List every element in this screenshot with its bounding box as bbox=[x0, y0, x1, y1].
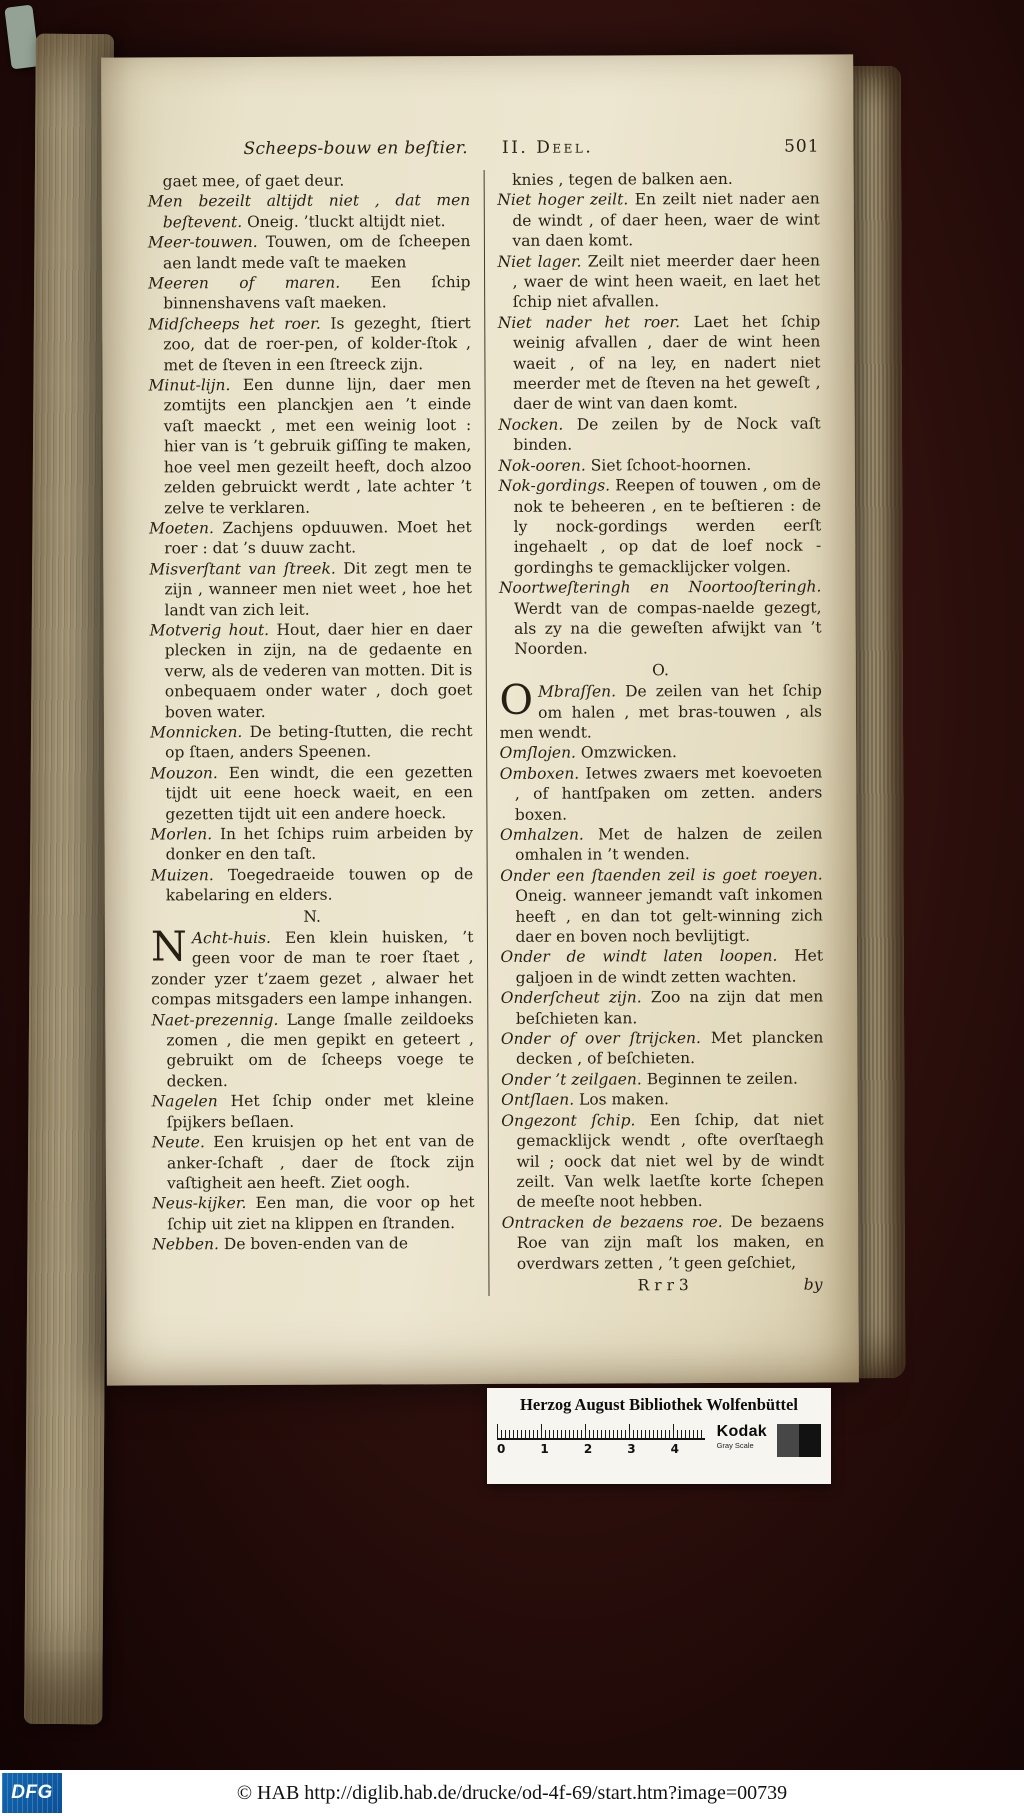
entry-headword: Nok-gordings. bbox=[498, 476, 616, 496]
text-column-right bbox=[483, 169, 824, 1297]
dictionary-entry bbox=[501, 1109, 824, 1212]
entry-headword: Nagelen bbox=[151, 1092, 231, 1111]
entry-headword: Neute. bbox=[151, 1133, 214, 1152]
entry-headword: Neus-kijker. bbox=[152, 1194, 256, 1213]
ruler-number: 2 bbox=[583, 1442, 593, 1456]
ruler-numbers bbox=[497, 1442, 679, 1456]
entry-text: Oneig. ’tluckt altijdt niet. bbox=[247, 211, 446, 231]
catchword: by bbox=[803, 1275, 823, 1294]
dictionary-entry bbox=[150, 619, 473, 722]
entry-text: Een dunne lijn, daer men zomtijts een planckjen aen ’t einde vaſt maeckt , met een weinig loot : hier van is ’t gebruik giſſing te maken, hoe veel men gezeilt heeft, doch alzoo zelden gebruickt werdt , late achter ’t zelve te verklaren. bbox=[163, 375, 472, 517]
dictionary-entry bbox=[499, 577, 822, 660]
entry-headword: Naet-prezennig. bbox=[151, 1010, 287, 1030]
drop-cap: N bbox=[150, 922, 187, 971]
entry-headword: Nok-ooren. bbox=[498, 456, 591, 475]
entry-headword: Onder ’t zeilgaen. bbox=[501, 1070, 647, 1089]
dictionary-entry bbox=[148, 190, 471, 232]
dictionary-entry bbox=[148, 374, 471, 518]
dictionary-entry bbox=[150, 823, 473, 865]
dictionary-entry bbox=[148, 313, 471, 376]
entry-headword: Monnicken. bbox=[150, 722, 250, 742]
entry-text: knies , tegen de balken aen. bbox=[512, 169, 733, 189]
copyright-line: © HAB http://diglib.hab.de/drucke/od-4f-69/start.htm?image=00739 bbox=[236, 1781, 788, 1804]
section-letter: O. bbox=[652, 660, 669, 679]
entry-headword: Midſcheeps het roer. bbox=[148, 314, 331, 334]
entry-headword: Nebben. bbox=[152, 1235, 224, 1254]
entry-text: Een man, die voor op het ſchip uit ziet na klippen en ſtranden. bbox=[167, 1193, 475, 1234]
entry-text: De zeilen by de Nock vaſt binden. bbox=[513, 414, 821, 455]
dictionary-entry bbox=[150, 721, 473, 763]
entry-headword: Muizen. bbox=[150, 865, 228, 885]
dfg-logo-text: DFG bbox=[11, 1782, 53, 1803]
dictionary-entry bbox=[501, 987, 824, 1029]
gray-patch-dark bbox=[777, 1424, 799, 1457]
dictionary-entry bbox=[497, 189, 820, 252]
running-title: Scheeps-bouw en beſtier. bbox=[243, 138, 469, 160]
dictionary-entry bbox=[152, 1192, 475, 1234]
entry-headword: Mbraſſen. bbox=[537, 682, 626, 701]
entry-text: Los maken. bbox=[578, 1090, 669, 1109]
entry-text: Siet ſchoot-hoornen. bbox=[590, 455, 752, 475]
ruler-wrap bbox=[497, 1424, 705, 1456]
entry-text: De boven-enden van de bbox=[223, 1234, 409, 1254]
entry-text: Beginnen te zeilen. bbox=[646, 1069, 798, 1089]
entry-text: Reepen of touwen , om de nok te beheeren , en te beſtieren : de ly nock-gordings werden eerſt ingehaelt , op dat de loef nock - gordinghs te gemacklijcker volgen. bbox=[513, 475, 822, 577]
entry-headword: Onder de windt laten loopen. bbox=[500, 947, 795, 967]
dictionary-entry bbox=[152, 1090, 475, 1132]
entry-headword: Onder of over ſtrijcken. bbox=[500, 1029, 711, 1048]
drop-cap: O bbox=[499, 675, 534, 725]
signature-line bbox=[502, 1274, 825, 1296]
book-fore-edge-right bbox=[851, 66, 906, 1378]
entry-headword: Ontracken de bezaens roe. bbox=[501, 1212, 731, 1232]
entry-text: Een kruisjen op het ent van de anker-ſchaft , daer de ſtock zijn vaſtigheit aen heeft. Ziet oogh. bbox=[166, 1132, 475, 1193]
entry-text: Het galjoen in de windt zetten wachten. bbox=[515, 946, 824, 987]
dictionary-entry bbox=[499, 675, 823, 744]
entry-text: Omzwicken. bbox=[580, 743, 677, 762]
part-title: II. Deel. bbox=[501, 137, 594, 158]
entry-continuation bbox=[497, 169, 820, 191]
entry-text: Oneig. wanneer jemandt vaſt inkomen heeft , en dan tot gelt-winning zich daer en boven noch bevlijtigt. bbox=[515, 885, 823, 946]
entry-headword: Meeren of maren. bbox=[148, 273, 371, 293]
entry-continuation bbox=[148, 170, 471, 192]
dictionary-entry bbox=[498, 413, 821, 455]
entry-text: Een ſchip, dat niet gemacklijck wendt , ofte overſtaegh wil ; oock dat niet wel by de windt zeilt. Van welk laetſte korte ſchepen de meeſte noot hebben. bbox=[516, 1110, 825, 1212]
dictionary-entry bbox=[152, 1131, 475, 1194]
library-name: Herzog August Bibliothek Wolfenbüttel bbox=[520, 1395, 798, 1414]
entry-headword: Ongezont ſchip. bbox=[501, 1110, 650, 1130]
dictionary-entry bbox=[501, 1068, 824, 1090]
entry-headword: Meer-touwen. bbox=[147, 233, 266, 252]
entry-headword: Minut-lijn. bbox=[148, 376, 243, 395]
dictionary-entry bbox=[152, 1233, 475, 1255]
dictionary-entry bbox=[150, 922, 474, 1010]
entry-text: En zeilt niet nader aen de windt , of daer heen, waer de wint van daen komt. bbox=[512, 189, 820, 251]
gray-scale-label: Gray Scale bbox=[716, 1441, 754, 1450]
entry-text: Touwen, om de ſcheepen aen landt mede vaſt te maeken bbox=[162, 232, 471, 273]
entry-text: In het ſchips ruim arbeiden by donker en den taſt. bbox=[165, 824, 474, 864]
page-number: 501 bbox=[784, 136, 820, 157]
entry-headword: Niet lager. bbox=[497, 252, 588, 271]
entry-headword: Niet hoger zeilt. bbox=[497, 190, 635, 210]
entry-text: Een klein huisken, ’t geen voor de man te roer ſtaet , zonder yzer t’zaem gezet , alwaer het compas mitsgaders een lampe inhangen. bbox=[151, 928, 474, 1009]
entry-headword: Moeten. bbox=[149, 519, 223, 538]
kodak-block bbox=[717, 1424, 767, 1450]
dictionary-entry bbox=[498, 454, 821, 476]
entry-headword: Mouzon. bbox=[150, 763, 229, 783]
entry-headword: Acht-huis. bbox=[191, 928, 286, 948]
color-reference-card bbox=[487, 1388, 831, 1484]
entry-text: Met de halzen de zeilen omhalen in ’t wenden. bbox=[515, 824, 823, 865]
dictionary-entry bbox=[497, 250, 820, 313]
entry-text: De beting-ſtutten, die recht op ſtaen, anders Speenen. bbox=[165, 722, 473, 762]
entry-text: gaet mee, of gaet deur. bbox=[162, 171, 345, 191]
entry-text: Lange ſmalle zeildoeks zomen , die men gepikt en geteert , gebruikt om de ſcheeps voege te decken. bbox=[166, 1009, 475, 1091]
dictionary-entry bbox=[151, 864, 474, 906]
kodak-ruler-ticks bbox=[497, 1424, 705, 1440]
entry-headword: Morlen. bbox=[150, 825, 220, 844]
entry-text: Werdt van de compas-naelde gezegt, als zy na die geweſten afwijkt van ’t Noorden. bbox=[513, 598, 822, 659]
dictionary-entry bbox=[151, 1009, 474, 1092]
entry-text: Is gezeght, ſtiert zoo, dat de roer-pen, of kolder-ſtok , met de ſteven in een ſtreeck zijn. bbox=[163, 313, 471, 375]
entry-headword: Omboxen. bbox=[499, 764, 586, 783]
section-letter: N. bbox=[303, 907, 321, 926]
dictionary-entry bbox=[149, 558, 472, 621]
dictionary-entry bbox=[500, 762, 823, 825]
ruler-number: 3 bbox=[627, 1442, 636, 1456]
entry-headword: Misverſtant van ſtreek. bbox=[149, 559, 344, 579]
entry-text: Hout, daer hier en daer plecken in zijn, na de gedaente en verw, als de vederen van motten. Dit is onbequaem onder water , doch goet boven water. bbox=[164, 619, 473, 721]
text-column-left bbox=[148, 170, 488, 1298]
ruler-number: 1 bbox=[540, 1442, 549, 1456]
dictionary-entry bbox=[501, 1089, 824, 1111]
dictionary-entry bbox=[502, 1211, 825, 1274]
dictionary-entry bbox=[498, 311, 821, 414]
dictionary-entry bbox=[501, 1028, 824, 1070]
entry-text: Zeilt niet meerder daer heen , waer de wint heen waeit, en laet het ſchip niet afvallen. bbox=[512, 251, 821, 312]
signature-mark: R r r 3 bbox=[637, 1276, 689, 1295]
entry-headword: Men bezeilt altijdt niet , dat men beſtevent. bbox=[147, 191, 471, 232]
entry-headword: Omſlojen. bbox=[499, 743, 581, 763]
dictionary-entry bbox=[500, 864, 823, 947]
dictionary-entry bbox=[498, 475, 821, 578]
kodak-logo: Kodak bbox=[716, 1423, 767, 1440]
entry-headword: Motverig hout. bbox=[149, 620, 277, 640]
entry-headword: Ontſlaen. bbox=[501, 1090, 580, 1110]
page-header bbox=[147, 137, 819, 160]
book-page-stack-left bbox=[24, 34, 114, 1725]
dictionary-entry bbox=[500, 742, 823, 764]
entry-text: Zoo na zijn dat men beſchieten kan. bbox=[515, 987, 824, 1028]
dictionary-entry bbox=[148, 272, 471, 314]
entry-text: Toegedraeide touwen op de kabelaring en elders. bbox=[165, 864, 474, 905]
gray-scale-row bbox=[497, 1424, 821, 1457]
entry-text: Een ſchip binnenshavens vaſt maeken. bbox=[163, 273, 471, 313]
bookmark-tab bbox=[4, 5, 39, 70]
footer-bar bbox=[0, 1770, 1024, 1816]
gray-patch-black bbox=[799, 1424, 821, 1457]
two-column-text bbox=[148, 169, 825, 1298]
entry-text: De zeilen van het ſchip om halen , met bras-touwen , als men wendt. bbox=[499, 681, 823, 742]
entry-text: Dit zegt men te zijn , wanneer men niet weet , hoe het landt van zich leit. bbox=[164, 558, 472, 619]
entry-headword: Noortweſteringh en Noortooſteringh. bbox=[498, 577, 822, 598]
dictionary-entry bbox=[500, 946, 823, 988]
gray-patches bbox=[777, 1424, 821, 1457]
dictionary-entry bbox=[148, 231, 471, 273]
entry-text: Een windt, die een gezetten tijdt uit eene hoeck waeit, en een gezetten tijdt uit een andere hoeck. bbox=[165, 762, 473, 823]
entry-text: Het ſchip onder met kleine ſpijkers beſlaen. bbox=[166, 1091, 475, 1132]
ruler-number: 4 bbox=[670, 1442, 679, 1456]
entry-headword: Omhalzen. bbox=[499, 825, 599, 844]
entry-headword: Nocken. bbox=[498, 415, 577, 434]
ruler-number: 0 bbox=[497, 1442, 506, 1456]
entry-text: Laet het ſchip weinig afvallen , daer de wint heen waeit , of na ley, en nadert niet meerder met de ſteven na het geweſt , daer de wint van daen komt. bbox=[512, 312, 821, 414]
dictionary-entry bbox=[150, 762, 473, 825]
entry-text: Ietwes zwaers met koevoeten , of hantſpaken om zetten. anders boxen. bbox=[514, 763, 823, 824]
entry-headword: Onderſcheut zijn. bbox=[500, 988, 651, 1008]
entry-text: Met plancken decken , of beſchieten. bbox=[515, 1028, 824, 1069]
entry-text: Zachjens opduuwen. Moet het roer : dat ’s duuw zacht. bbox=[164, 517, 472, 558]
dictionary-entry bbox=[500, 824, 823, 866]
entry-headword: Niet nader het roer. bbox=[497, 312, 694, 332]
book-page bbox=[101, 54, 859, 1385]
entry-headword: Onder een ſtaenden zeil is goet roeyen. bbox=[500, 865, 823, 885]
dfg-logo bbox=[2, 1773, 62, 1813]
entry-text: De bezaens Roe van zijn maſt los maken, en overdwars zetten , ’t geen geſchiet, bbox=[516, 1212, 825, 1273]
dictionary-entry bbox=[149, 517, 472, 559]
